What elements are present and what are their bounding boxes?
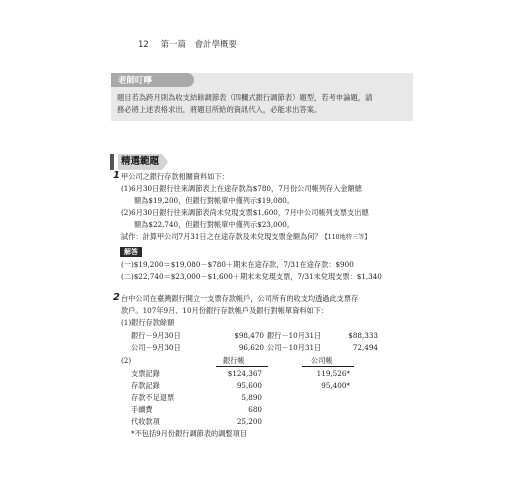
- page-number: 12: [138, 40, 149, 50]
- item-label: 存款不足退票: [131, 393, 175, 402]
- q2-line: 款戶。107年9月、10月份銀行存款帳戶及銀行對帳單資料如下：: [121, 306, 329, 315]
- teacher-note-line: 題目若為跨月則為收支結餘調節表（四欄式銀行調節表）題型，若考申論題，請: [117, 93, 373, 102]
- balance-label: 公司－10月31日: [267, 343, 322, 352]
- teacher-note-label: 老師叮嚀: [118, 76, 153, 86]
- col-underline: [216, 366, 268, 367]
- part-label: (2): [121, 356, 132, 365]
- teacher-note-text: [117, 92, 409, 116]
- item-bank-value: 95,600: [236, 381, 262, 390]
- item-bank-value: $124,367: [227, 369, 262, 378]
- col-header-bank: 銀行帳: [223, 356, 245, 365]
- q1-line: (2)6月30日銀行往來調節表尚未兌現支票$1,600，7月中公司帳列支票支出總: [121, 208, 369, 217]
- item-bank-value: 5,890: [241, 393, 262, 402]
- balance-label: 銀行－10月31日: [267, 331, 322, 340]
- q1-answer: (二)$22,740＝$23,000－$1,600＋期末未兌現支票，7/31未兌現支票：$1,340: [121, 272, 382, 281]
- balance-value: 72,494: [352, 343, 378, 352]
- exam-tag: 【110地特三等】: [321, 234, 371, 241]
- col-header-company: 公司帳: [311, 356, 333, 365]
- q1-question: 試作：計算甲公司7月31日之在途存款及未兌現支票金額為何？: [121, 232, 322, 241]
- item-label: 支票記錄: [131, 369, 160, 378]
- q2-line: (1)銀行存款餘額: [121, 318, 175, 327]
- item-company-value: 95,400*: [321, 381, 350, 390]
- item-company-value: 119,526*: [316, 369, 350, 378]
- balance-value: $88,333: [348, 331, 378, 340]
- q2-line: 台中公司在臺灣銀行開立一支票存款帳戶，公司所有的收支均透過此支票存: [121, 294, 359, 303]
- q1-line: 甲公司之銀行存款相關資料如下：: [121, 172, 229, 181]
- col-underline: [302, 366, 354, 367]
- item-bank-value: 680: [248, 405, 262, 414]
- question-number: 2: [113, 292, 120, 303]
- chapter-title: 第一篇 會計學概要: [160, 40, 238, 50]
- question-number: 1: [113, 170, 120, 181]
- item-label: 手續費: [131, 405, 153, 414]
- item-label: 代收款項: [131, 417, 160, 426]
- answer-badge: 解答: [120, 247, 142, 257]
- q1-line: [121, 232, 371, 242]
- section-heading: [110, 154, 166, 170]
- balance-label: 銀行－9月30日: [131, 331, 181, 340]
- page-header: [138, 38, 237, 50]
- footnote: *不包括9月份銀行調節表的調整項目: [131, 429, 247, 438]
- q1-line: (1)6月30日銀行往來調節表上在途存款為$780，7月份公司帳列存入金額總: [121, 184, 362, 193]
- balance-label: 公司－9月30日: [131, 343, 181, 352]
- balance-value: 96,620: [238, 343, 264, 352]
- teacher-note-line: 務必將上述表格求出，將題目所給的資訊代入，必能求出答案。: [117, 105, 322, 114]
- section-title: 精選範題: [118, 154, 162, 170]
- item-label: 存款記錄: [131, 381, 160, 390]
- teacher-note-tab: [111, 73, 194, 87]
- q1-line: 額為$22,740，但銀行對帳單中僅列示$23,000。: [134, 220, 295, 229]
- item-bank-value: 25,200: [236, 417, 262, 426]
- q1-line: 額為$19,200，但銀行對帳單中僅列示$19,080。: [134, 196, 295, 205]
- balance-value: $98,470: [234, 331, 264, 340]
- q1-answer: (一)$19,200＝$19,080－$780＋期末在途存款，7/31在途存款：$900: [121, 260, 354, 269]
